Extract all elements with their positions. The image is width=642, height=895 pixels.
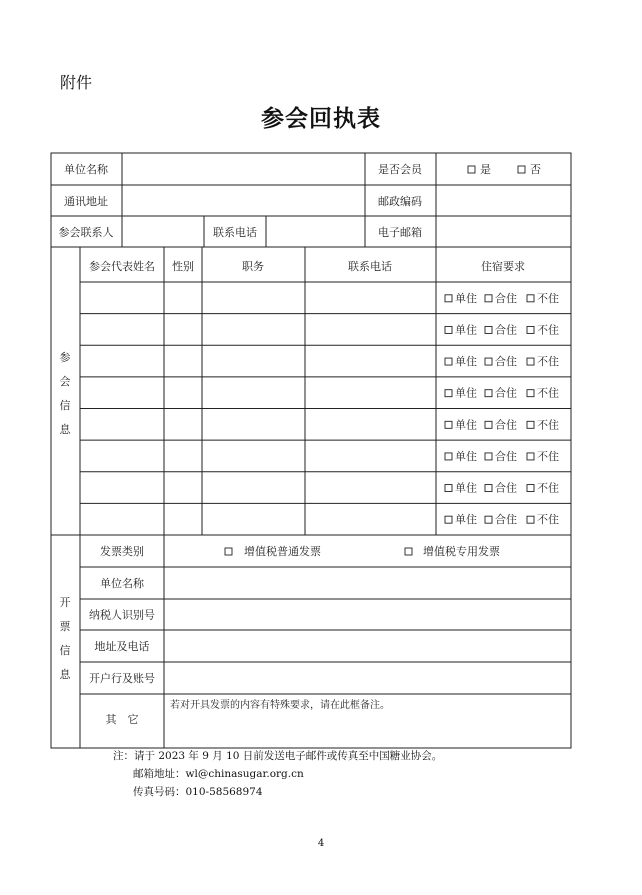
attendee-section-label-2: 会 xyxy=(59,375,71,388)
room-option-label: 单住 xyxy=(455,291,477,305)
room-option-label: 单住 xyxy=(455,323,477,337)
attendee-col-header-4: 联系电话 xyxy=(348,260,392,273)
room-option-label: 单住 xyxy=(455,418,477,432)
member-yes-label: 是 xyxy=(480,163,491,176)
room-option-checkbox[interactable] xyxy=(445,516,452,523)
room-option-label: 单住 xyxy=(455,355,477,369)
room-option-label: 合住 xyxy=(495,513,517,527)
room-option-label: 不住 xyxy=(537,355,559,369)
member-yes-checkbox[interactable] xyxy=(468,166,475,173)
attendee-col-header-2: 性别 xyxy=(172,260,194,273)
invoice-section-label-1: 开 xyxy=(59,596,71,609)
contact-phone-label: 联系电话 xyxy=(213,226,257,239)
room-option-label: 不住 xyxy=(537,481,559,495)
invoice-section-label-2: 票 xyxy=(59,620,71,633)
room-option-checkbox[interactable] xyxy=(485,326,492,333)
room-option-checkbox[interactable] xyxy=(485,295,492,302)
room-option-checkbox[interactable] xyxy=(445,421,452,428)
member-no-checkbox[interactable] xyxy=(518,166,525,173)
room-option-checkbox[interactable] xyxy=(527,295,534,302)
table-outer-border xyxy=(51,153,571,748)
page-number: 4 xyxy=(317,838,325,849)
room-option-label: 不住 xyxy=(537,513,559,527)
room-option-label: 单住 xyxy=(455,513,477,527)
room-option-label: 合住 xyxy=(495,449,517,463)
invoice-other-label: 其 它 xyxy=(105,713,139,726)
invoice-other-hint: 若对开具发票的内容有特殊要求，请在此框备注。 xyxy=(170,700,390,711)
attendee-section-label-3: 信 xyxy=(59,399,71,412)
room-option-label: 合住 xyxy=(495,481,517,495)
room-option-checkbox[interactable] xyxy=(445,390,452,397)
room-option-label: 单住 xyxy=(455,449,477,463)
invoice-unit-label: 单位名称 xyxy=(100,577,144,590)
room-option-checkbox[interactable] xyxy=(485,390,492,397)
note-email: 邮箱地址：wl@chinasugar.org.cn xyxy=(133,768,304,780)
member-label: 是否会员 xyxy=(378,163,422,176)
room-option-label: 合住 xyxy=(495,291,517,305)
room-option-checkbox[interactable] xyxy=(527,326,534,333)
room-option-label: 合住 xyxy=(495,386,517,400)
room-option-label: 合住 xyxy=(495,323,517,337)
form-title: 参会回执表 xyxy=(261,106,381,132)
room-option-checkbox[interactable] xyxy=(527,485,534,492)
note-fax: 传真号码：010-58568974 xyxy=(133,786,263,798)
member-no-label: 否 xyxy=(530,163,541,176)
room-option-label: 不住 xyxy=(537,386,559,400)
room-option-checkbox[interactable] xyxy=(485,453,492,460)
invoice-tax-id-label: 纳税人识别号 xyxy=(89,608,155,622)
email-label: 电子邮箱 xyxy=(378,226,422,239)
attendee-col-header-5: 住宿要求 xyxy=(481,260,525,273)
room-option-checkbox[interactable] xyxy=(485,485,492,492)
attachment-label: 附件 xyxy=(60,73,93,92)
room-option-checkbox[interactable] xyxy=(527,358,534,365)
room-option-checkbox[interactable] xyxy=(445,295,452,302)
invoice-type-label: 发票类别 xyxy=(100,545,144,558)
room-option-label: 不住 xyxy=(537,449,559,463)
room-option-label: 单住 xyxy=(455,386,477,400)
postcode-label: 邮政编码 xyxy=(378,195,422,208)
room-option-checkbox[interactable] xyxy=(527,516,534,523)
room-option-label: 不住 xyxy=(537,291,559,305)
invoice-bank-label: 开户行及账号 xyxy=(89,672,155,685)
room-option-label: 合住 xyxy=(495,355,517,369)
room-option-checkbox[interactable] xyxy=(445,326,452,333)
room-option-checkbox[interactable] xyxy=(485,358,492,365)
room-option-checkbox[interactable] xyxy=(527,421,534,428)
invoice-address-phone-label: 地址及电话 xyxy=(94,640,150,653)
invoice-section-label-3: 信 xyxy=(59,644,71,657)
note-deadline: 注：请于 2023 年 9 月 10 日前发送电子邮件或传真至中国糖业协会。 xyxy=(113,750,443,762)
invoice-section-label-4: 息 xyxy=(59,668,71,681)
room-option-label: 不住 xyxy=(537,418,559,432)
attendee-col-header-3: 职务 xyxy=(242,260,264,273)
invoice-special-label: 增值税专用发票 xyxy=(423,545,500,558)
room-option-label: 合住 xyxy=(495,418,517,432)
room-option-checkbox[interactable] xyxy=(527,390,534,397)
attendee-section-label-1: 参 xyxy=(59,351,71,364)
contact-person-label: 参会联系人 xyxy=(58,226,114,239)
room-option-checkbox[interactable] xyxy=(485,516,492,523)
room-option-checkbox[interactable] xyxy=(445,485,452,492)
address-label: 通讯地址 xyxy=(64,195,108,208)
attendee-section-label-4: 息 xyxy=(59,423,71,436)
room-option-label: 不住 xyxy=(537,323,559,337)
invoice-special-checkbox[interactable] xyxy=(405,548,412,555)
room-option-checkbox[interactable] xyxy=(445,358,452,365)
unit-name-label: 单位名称 xyxy=(64,163,108,176)
room-option-checkbox[interactable] xyxy=(485,421,492,428)
invoice-normal-label: 增值税普通发票 xyxy=(244,545,321,558)
attendee-col-header-1: 参会代表姓名 xyxy=(89,260,155,273)
invoice-normal-checkbox[interactable] xyxy=(225,548,232,555)
room-option-label: 单住 xyxy=(455,481,477,495)
room-option-checkbox[interactable] xyxy=(445,453,452,460)
room-option-checkbox[interactable] xyxy=(527,453,534,460)
